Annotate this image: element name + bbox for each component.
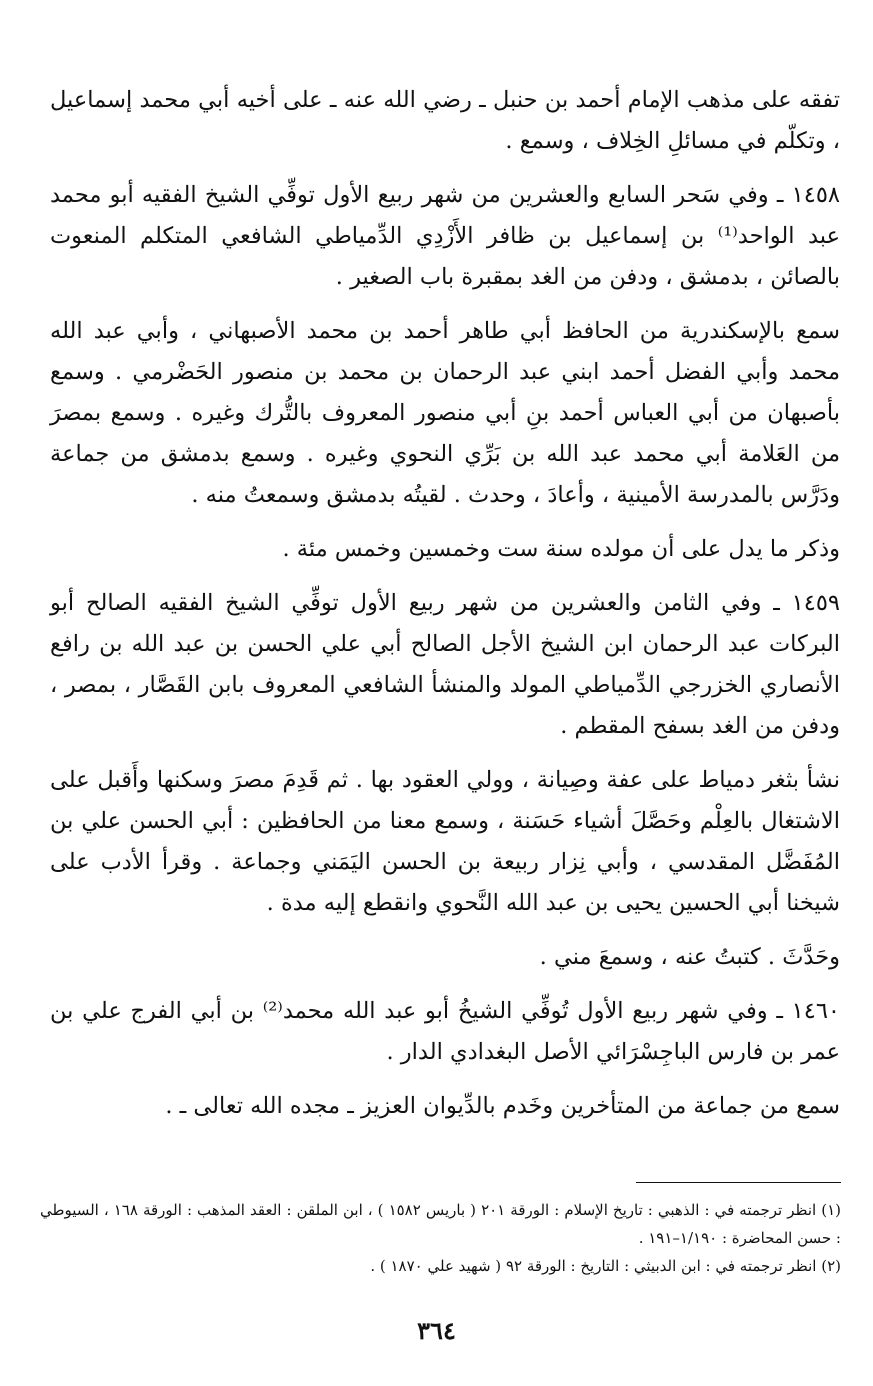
paragraph-3 [50,311,840,516]
paragraph-text: ١٤٥٨ ـ وفي سَحر السابع والعشرين من شهر ربيع الأول توفِّي الشيخ الفقيه أبو محمد عبد الواحد⁽¹⁾ بن إسماعيل بن ظافر الأَزْدِي الدِّمياطي الشافعي المتكلم المنعوت بالصائن ، بدمشق ، ودفن من الغد بمقبرة باب الصغير . [50,182,841,290]
paragraph-text: وذكر ما يدل على أن مولده سنة ست وخمسين وخمس مئة . [282,536,840,562]
paragraph-text: ١٤٦٠ ـ وفي شهر ربيع الأول تُوفِّي الشيخُ أبو عبد الله محمد⁽²⁾ بن أبي الفرج علي بن عمر بن فارس الباجِسْرَائي الأصل البغدادي الدار . [50,998,841,1065]
page-number: ٣٦٤ [417,1316,456,1345]
entry-1460 [50,991,840,1073]
footnotes [40,1196,841,1280]
footnote-divider [636,1182,841,1183]
paragraph-9 [50,1086,840,1127]
paragraph-7 [50,937,840,978]
entry-1459 [50,583,840,747]
paragraph-text: ١٤٥٩ ـ وفي الثامن والعشرين من شهر ربيع الأول توفِّي الشيخ الفقيه الصالح أبو البركات عبد الرحمان ابن الشيخ الأجل الصالح أبي علي الحسن بن عبد الله بن رافع الأنصاري الخزرجي الدِّمياطي المولد والمنشأ الشافعي المعروف بابن القَصَّار ، بمصر ، ودفن من الغد بسفح المقطم . [50,590,840,739]
entry-1458 [50,175,840,298]
paragraph-text: نشأ بثغر دمياط على عفة وصِيانة ، وولي العقود بها . ثم قَدِمَ مصرَ وسكنها وأَقبل على الاشتغال بالعِلْم وحَصَّلَ أشياء حَسَنة ، وسمع معنا من الحافظين : أبي الحسن علي بن المُفَضَّل المقدسي ، وأبي نِزار ربيعة بن الحسن اليَمَني وجماعة . وقرأ الأدب على شيخنا أبي الحسين يحيى بن عبد الله النَّحوي وانقطع إليه مدة . [50,767,840,916]
main-text [50,80,840,1140]
paragraph-1 [50,80,840,162]
paragraph-text: سمع من جماعة من المتأخرين وخَدم بالدِّيوان العزيز ـ مجده الله تعالى ـ . [165,1093,840,1119]
footnote-2: (٢) انظر ترجمته في : ابن الدبيثي : التاريخ : الورقة ٩٢ ( شهيد علي ١٨٧٠ ) . [370,1257,841,1275]
paragraph-text: سمع بالإسكندرية من الحافظ أبي طاهر أحمد بن محمد الأصبهاني ، وأبي عبد الله محمد وأبي الفضل أحمد ابني عبد الرحمان بن محمد بن منصور الحَضْرمي . وسمع بأصبهان من أبي العباس أحمد بنِ أبي منصور المعروف بالتُّرك وغيره . وسمع بمصرَ من العَلامة أبي محمد عبد الله بن بَرِّي النحوي وغيره . وسمع بدمشق من جماعة ودَرَّس بالمدرسة الأمينية ، وأعادَ ، وحدث . لقيتُه بدمشق وسمعتُ منه . [50,318,840,508]
paragraph-4 [50,529,840,570]
paragraph-text: وحَدَّثَ . كتبتُ عنه ، وسمعَ مني . [539,944,840,970]
paragraph-6 [50,760,840,924]
paragraph-text: تفقه على مذهب الإمام أحمد بن حنبل ـ رضي الله عنه ـ على أخيه أبي محمد إسماعيل ، وتكلّم في مسائلِ الخِلاف ، وسمع . [50,87,840,154]
footnote-1: (١) انظر ترجمته في : الذهبي : تاريخ الإسلام : الورقة ٢٠١ ( باريس ١٥٨٢ ) ، ابن الملقن : العقد المذهب : الورقة ١٦٨ ، السيوطي : حسن المحاضرة : ١/١٩٠–١٩١ . [40,1201,842,1247]
